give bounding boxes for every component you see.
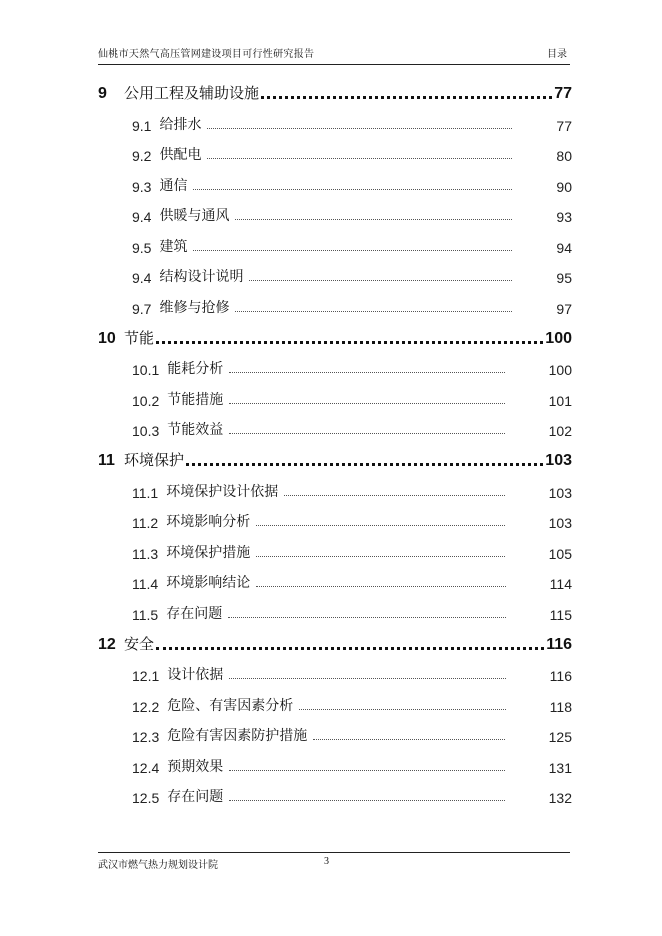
- toc-entry-number: 9.1: [132, 117, 152, 134]
- toc-dot-leader: [193, 181, 512, 190]
- toc-entry-number: 9.3: [132, 178, 152, 195]
- toc-chapter-entry[interactable]: [98, 439, 572, 470]
- footer-page-number: 3: [324, 856, 329, 867]
- footer-divider: [98, 852, 570, 853]
- toc-dot-leader: [228, 609, 505, 618]
- toc-entry-title: 环境保护措施: [166, 544, 251, 561]
- toc-section-entry[interactable]: [98, 684, 572, 715]
- toc-section-entry[interactable]: [98, 592, 572, 623]
- toc-entry-page-number: 97: [556, 300, 572, 317]
- toc-section-entry[interactable]: [98, 134, 572, 165]
- toc-entry-title: 危险、有害因素分析: [167, 697, 294, 714]
- toc-entry-title: 环境保护设计依据: [166, 483, 279, 500]
- toc-chapter-entry[interactable]: [98, 72, 572, 103]
- toc-entry-page-number: 93: [556, 209, 572, 225]
- toc-entry-title: 给排水: [159, 116, 202, 133]
- toc-dot-leader: [156, 637, 544, 650]
- toc-entry-number: 12.4: [132, 759, 160, 776]
- toc-entry-title: 建筑: [159, 238, 188, 255]
- toc-entry-title: 节能措施: [167, 391, 224, 408]
- toc-section-entry[interactable]: [98, 562, 572, 593]
- toc-entry-number: 10.2: [132, 392, 160, 409]
- toc-entry-page-number: 131: [548, 759, 572, 776]
- toc-entry-page-number: 102: [548, 423, 572, 439]
- toc-entry-title: 结构设计说明: [159, 269, 244, 285]
- toc-dot-leader: [261, 86, 552, 99]
- toc-entry-number: 12: [98, 635, 116, 653]
- toc-entry-number: 9.7: [132, 300, 152, 317]
- toc-entry-title: 存在问题: [167, 789, 224, 805]
- toc-section-entry[interactable]: [98, 776, 572, 807]
- toc-entry-number: 11.4: [132, 576, 159, 592]
- toc-dot-leader: [156, 331, 543, 344]
- toc-entry-number: 9.2: [132, 148, 152, 164]
- toc-entry-number: 12.1: [132, 668, 160, 684]
- toc-dot-leader: [249, 272, 512, 281]
- toc-entry-number: 9.5: [132, 239, 152, 256]
- toc-section-entry[interactable]: [98, 256, 572, 287]
- toc-entry-number: 9: [98, 85, 107, 102]
- header-divider: [98, 64, 570, 65]
- toc-entry-page-number: 90: [556, 178, 572, 195]
- header-section-label: 目录: [547, 49, 567, 60]
- toc-entry-page-number: 114: [549, 576, 572, 592]
- toc-entry-number: 12.5: [132, 790, 160, 806]
- toc-section-entry[interactable]: [98, 103, 572, 134]
- toc-dot-leader: [229, 792, 504, 801]
- toc-entry-number: 11.2: [132, 515, 159, 531]
- toc-entry-title: 环境保护: [124, 451, 185, 469]
- toc-section-entry[interactable]: [98, 745, 572, 776]
- toc-dot-leader: [229, 670, 505, 679]
- toc-entry-page-number: 77: [556, 117, 572, 134]
- toc-entry-page-number: 80: [556, 148, 572, 164]
- toc-dot-leader: [313, 731, 504, 740]
- toc-entry-number: 12.3: [132, 729, 160, 745]
- toc-entry-title: 环境影响结论: [166, 575, 251, 591]
- toc-dot-leader: [256, 578, 505, 587]
- toc-entry-page-number: 103: [548, 515, 572, 531]
- toc-entry-page-number: 116: [549, 668, 572, 684]
- toc-dot-leader: [186, 453, 543, 466]
- toc-dot-leader: [229, 364, 504, 373]
- toc-section-entry[interactable]: [98, 654, 572, 685]
- toc-section-entry[interactable]: [98, 195, 572, 226]
- toc-section-entry[interactable]: [98, 531, 572, 562]
- toc-entry-page-number: 125: [548, 729, 572, 745]
- toc-entry-title: 节能: [124, 328, 155, 347]
- toc-dot-leader: [235, 303, 512, 312]
- toc-entry-title: 预期效果: [167, 758, 224, 775]
- toc-section-entry[interactable]: [98, 286, 572, 317]
- toc-entry-title: 供暖与通风: [159, 208, 230, 224]
- toc-dot-leader: [256, 548, 504, 557]
- toc-section-entry[interactable]: [98, 164, 572, 195]
- toc-chapter-entry[interactable]: [98, 623, 572, 654]
- toc-entry-number: 9.4: [132, 270, 152, 286]
- toc-entry-number: 11.3: [132, 545, 159, 562]
- toc-dot-leader: [229, 762, 504, 771]
- toc-section-entry[interactable]: [98, 501, 572, 532]
- toc-entry-page-number: 105: [548, 545, 572, 562]
- toc-entry-page-number: 100: [545, 329, 572, 347]
- toc-entry-number: 9.4: [132, 209, 152, 225]
- toc-dot-leader: [256, 517, 504, 526]
- toc-entry-page-number: 95: [556, 270, 572, 286]
- toc-entry-page-number: 103: [545, 452, 572, 469]
- toc-entry-number: 11: [98, 452, 115, 469]
- toc-dot-leader: [284, 487, 504, 496]
- toc-entry-title: 公用工程及辅助设施: [124, 84, 260, 102]
- toc-section-entry[interactable]: [98, 348, 572, 379]
- toc-entry-title: 安全: [124, 634, 155, 653]
- toc-entry-title: 危险有害因素防护措施: [167, 728, 308, 744]
- toc-entry-number: 10.3: [132, 423, 160, 439]
- toc-chapter-entry[interactable]: [98, 317, 572, 348]
- toc-dot-leader: [193, 242, 512, 251]
- toc-entry-page-number: 116: [546, 635, 572, 653]
- toc-entry-number: 10: [98, 329, 116, 347]
- toc-dot-leader: [299, 701, 505, 710]
- toc-dot-leader: [229, 395, 504, 404]
- header-document-title: 仙桃市天然气高压管网建设项目可行性研究报告: [98, 49, 315, 60]
- toc-entry-page-number: 101: [548, 392, 572, 409]
- toc-entry-title: 存在问题: [166, 605, 223, 622]
- toc-dot-leader: [229, 425, 504, 434]
- table-of-contents: [98, 72, 572, 806]
- toc-entry-page-number: 103: [548, 484, 572, 501]
- toc-dot-leader: [235, 211, 512, 220]
- toc-entry-number: 11.5: [132, 606, 159, 623]
- toc-entry-number: 11.1: [132, 484, 159, 501]
- toc-section-entry[interactable]: [98, 409, 572, 440]
- toc-entry-number: 12.2: [132, 698, 160, 715]
- toc-entry-page-number: 94: [556, 239, 572, 256]
- toc-entry-page-number: 132: [548, 790, 572, 806]
- toc-entry-page-number: 118: [549, 698, 572, 715]
- toc-entry-page-number: 77: [554, 85, 572, 102]
- toc-section-entry[interactable]: [98, 715, 572, 746]
- toc-entry-title: 维修与抢修: [159, 299, 230, 316]
- toc-entry-title: 通信: [159, 177, 188, 194]
- toc-entry-page-number: 100: [548, 362, 572, 378]
- toc-entry-title: 节能效益: [167, 422, 224, 438]
- toc-entry-page-number: 115: [549, 606, 572, 623]
- footer-organization: 武汉市燃气热力规划设计院: [98, 860, 218, 871]
- toc-entry-title: 环境影响分析: [166, 514, 251, 530]
- toc-section-entry[interactable]: [98, 225, 572, 256]
- toc-dot-leader: [207, 120, 512, 129]
- toc-entry-title: 供配电: [159, 147, 202, 163]
- toc-section-entry[interactable]: [98, 378, 572, 409]
- toc-entry-number: 10.1: [132, 362, 160, 378]
- toc-entry-title: 能耗分析: [167, 361, 224, 377]
- toc-entry-title: 设计依据: [167, 667, 224, 683]
- toc-dot-leader: [207, 150, 512, 159]
- toc-section-entry[interactable]: [98, 470, 572, 501]
